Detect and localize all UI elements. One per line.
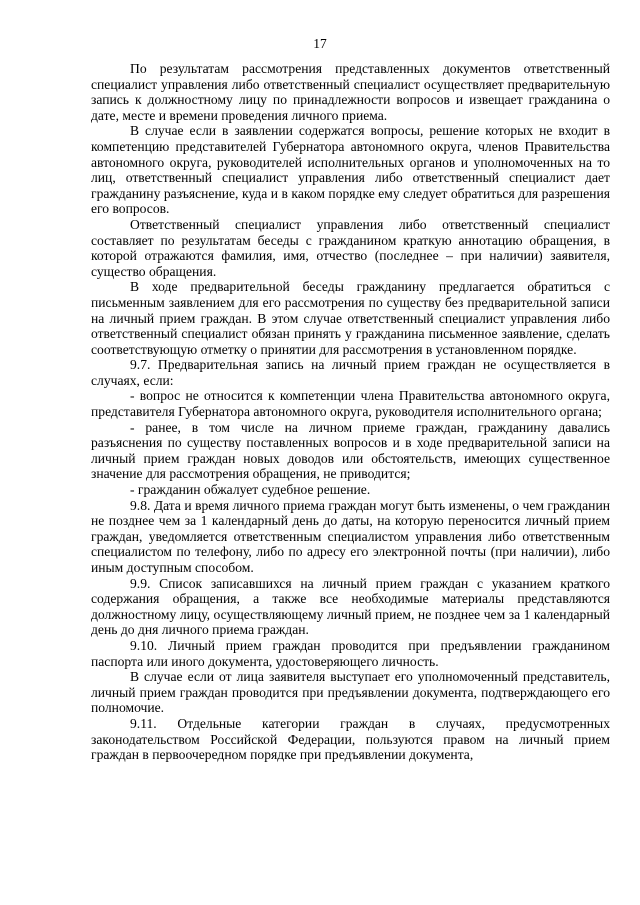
paragraph: 9.10. Личный прием граждан проводится при предъявлении гражданином паспорта или иного документа, удостоверяющего личность. — [91, 637, 610, 669]
paragraph: - гражданин обжалует судебное решение. — [130, 482, 371, 498]
paragraph: По результатам рассмотрения представленных документов ответственный специалист управления либо ответственный специалист осуществляет предварительную запись к должностному лицу по принадлежности вопросов и извещает гражданина о дате, месте и времени проведения личного приема. — [91, 61, 610, 123]
paragraph: В случае если от лица заявителя выступает его уполномоченный представитель, личный прием граждан проводится при предъявлении документа, подтверждающего его полномочие. — [91, 669, 610, 716]
page-number: 17 — [313, 36, 327, 51]
paragraph: Ответственный специалист управления либо ответственный специалист составляет по результатам беседы с гражданином краткую аннотацию обращения, в которой отражаются фамилия, имя, отчество (последнее – при наличии) заявителя, существо обращения. — [91, 216, 610, 279]
paragraph: - ранее, в том числе на личном приеме граждан, гражданину давались разъяснения по существу поставленных вопросов и в ходе предварительной записи на личный прием граждан новых доводов или обстоятельств, имеющих существенное значение для рассмотрения обращения, не приводится; — [91, 419, 610, 482]
paragraph: - вопрос не относится к компетенции члена Правительства автономного округа, представителя Губернатора автономного округа, руководителя исполнительного органа; — [91, 388, 610, 420]
document-body — [91, 61, 610, 763]
paragraph: 9.7. Предварительная запись на личный прием граждан не осуществляется в случаях, если: — [91, 357, 610, 388]
paragraph: 9.8. Дата и время личного приема граждан могут быть изменены, о чем гражданин не позднее чем за 1 календарный день до даты, на которую переносится личный прием граждан, уведомляется ответственным специалистом управления либо ответственным специалистом по телефону, либо по адресу его электронной почты (при наличии), либо иным доступным способом. — [91, 497, 610, 575]
paragraph: 9.11. Отдельные категории граждан в случаях, предусмотренных законодательством Российской Федерации, пользуются правом на личный прием граждан в первоочередном порядке при предъявлении документа, — [91, 715, 610, 763]
paragraph: В случае если в заявлении содержатся вопросы, решение которых не входит в компетенцию представителей Губернатора автономного округа, членов Правительства автономного округа, руководителей исполнительных органов и уполномоченных на то лиц, ответственный специалист управления либо ответственный специалист дает гражданину разъяснение, куда и в каком порядке ему следует обратиться для разрешения его вопросов. — [91, 123, 610, 217]
paragraph: 9.9. Список записавшихся на личный прием граждан с указанием краткого содержания обращения, а также все необходимые материалы представляются должностному лицу, осуществляющему личный прием, не позднее чем за 1 календарный день до дня личного приема граждан. — [91, 575, 610, 638]
paragraph: В ходе предварительной беседы гражданину предлагается обратиться с письменным заявлением для его рассмотрения по существу без предварительной записи на личный прием граждан. В этом случае ответственный специалист управления либо ответственный специалист обязан принять у гражданина письменное заявление, сделать соответствующую отметку о принятии для рассмотрения в установленном порядке. — [91, 279, 610, 357]
